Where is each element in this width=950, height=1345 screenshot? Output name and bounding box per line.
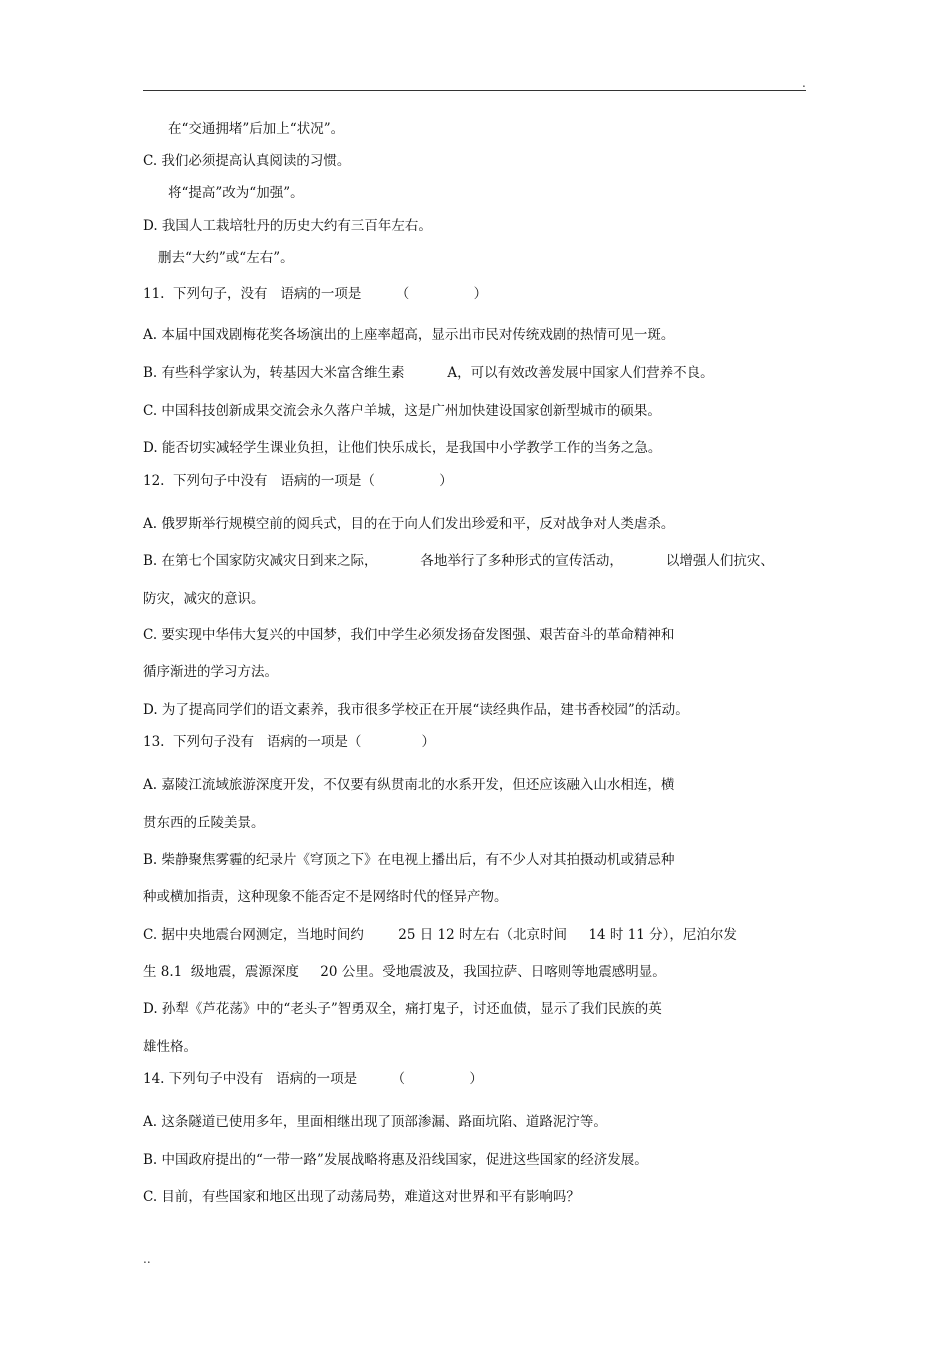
text-line: 删去“大约”或“左右”。: [158, 250, 294, 266]
option-c: C. 中国科技创新成果交流会永久落户羊城，这是广州加快建设国家创新型城市的硕果。: [143, 403, 661, 419]
option-a: A. 本届中国戏剧梅花奖各场演出的上座率超高，显示出市民对传统戏剧的热情可见一斑。: [143, 327, 675, 343]
option-c: C. 要实现中华伟大复兴的中国梦，我们中学生必须发扬奋发图强、艰苦奋斗的革命精神和: [143, 627, 675, 643]
text-line: 生 8.1 级地震，震源深度 20 公里。受地震波及，我国拉萨、日喀则等地震感明显。: [143, 964, 666, 980]
option-c: C. 据中央地震台网测定，当地时间约 25 日 12 时左右（北京时间 14 时 11 分），尼泊尔发: [143, 927, 737, 943]
text-line: 雄性格。: [143, 1039, 197, 1055]
option-b: B. 中国政府提出的“一带一路”发展战略将惠及沿线国家，促进这些国家的经济发展。: [143, 1152, 648, 1168]
option-d: D. 能否切实减轻学生课业负担，让他们快乐成长，是我国中小学教学工作的当务之急。: [143, 440, 662, 456]
question-13: 13. 下列句子没有 语病的一项是（ ）: [143, 734, 436, 750]
text-line: 贯东西的丘陵美景。: [143, 815, 265, 831]
text-line: 循序渐进的学习方法。: [143, 664, 278, 680]
option-d: D. 孙犁《芦花荡》中的“老头子”智勇双全，痛打鬼子，讨还血债，显示了我们民族的英: [143, 1001, 662, 1017]
option-d: D. 为了提高同学们的语文素养，我市很多学校正在开展“读经典作品，建书香校园”的活动。: [143, 702, 689, 718]
option-b: B. 在第七个国家防灾减灾日到来之际， 各地举行了多种形式的宣传活动， 以增强人们抗灾、: [143, 553, 774, 569]
option-d: D. 我国人工栽培牡丹的历史大约有三百年左右。: [143, 218, 432, 234]
header-rule: [143, 90, 806, 91]
option-a: A. 嘉陵江流域旅游深度开发，不仅要有纵贯南北的水系开发，但还应该融入山水相连，横: [143, 777, 675, 793]
header-mark: .: [802, 76, 806, 90]
option-c: C. 目前，有些国家和地区出现了动荡局势，难道这对世界和平有影响吗？: [143, 1189, 580, 1205]
question-11: 11. 下列句子，没有 语病的一项是 （ ）: [143, 286, 488, 302]
text-line: 种或横加指责，这种现象不能否定不是网络时代的怪异产物。: [143, 889, 508, 905]
question-12: 12. 下列句子中没有 语病的一项是（ ）: [143, 473, 453, 489]
text-line: 将“提高”改为“加强”。: [168, 185, 304, 201]
question-14: 14. 下列句子中没有 语病的一项是 （ ）: [143, 1071, 483, 1087]
option-b: B. 柴静聚焦雾霾的纪录片《穹顶之下》在电视上播出后，有不少人对其拍摄动机或猜忌种: [143, 852, 675, 868]
option-b: B. 有些科学家认为，转基因大米富含维生素 A，可以有效改善发展中国家人们营养不良。: [143, 365, 714, 381]
option-a: A. 这条隧道已使用多年，里面相继出现了顶部渗漏、路面坑陷、道路泥泞等。: [143, 1114, 607, 1130]
option-c: C. 我们必须提高认真阅读的习惯。: [143, 153, 351, 169]
option-a: A. 俄罗斯举行规模空前的阅兵式，目的在于向人们发出珍爱和平，反对战争对人类虐杀。: [143, 516, 675, 532]
text-line: 防灾，减灾的意识。: [143, 591, 265, 607]
text-line: 在“交通拥堵”后加上“状况”。: [168, 121, 345, 137]
footer-mark: ..: [143, 1252, 151, 1266]
